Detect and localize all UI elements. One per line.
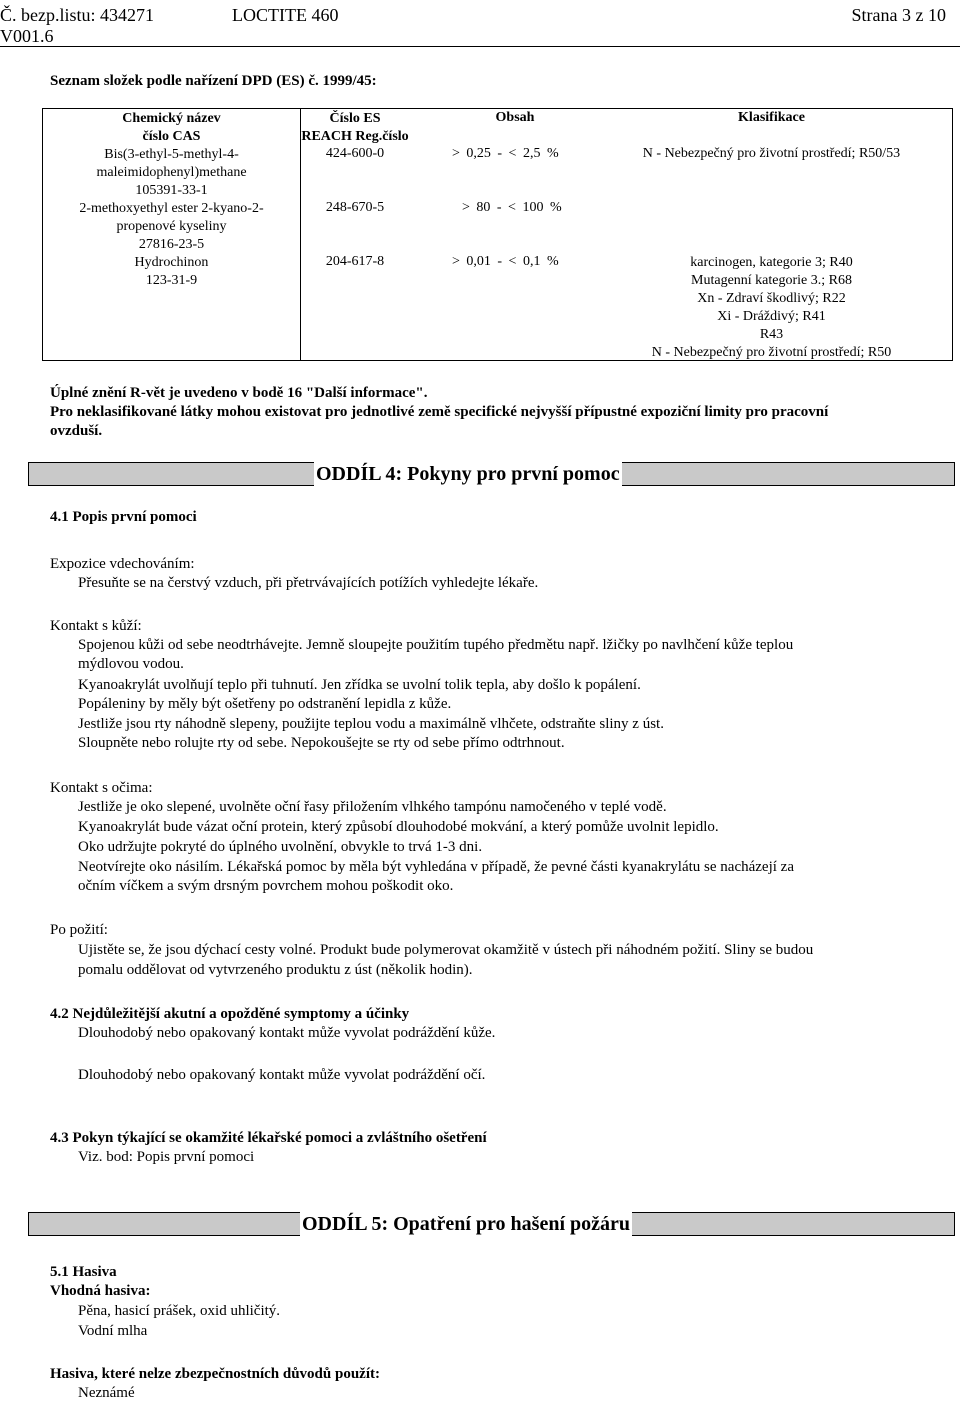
symptom-eyes: Dlouhodobý nebo opakovaný kontakt může vyvolat podráždění očí. (78, 1067, 486, 1083)
ingestion-label: Po požití: (50, 922, 108, 938)
note-limits-line1: Pro neklasifikované látky mohou existovat pro jednotlivé země specifické nejvyšší přípustné expoziční limity pro pracovní (50, 404, 829, 420)
eye-line: Oko udržujte pokryté do úplného uvolnění, obvykle to trvá 1-3 dni. (78, 839, 483, 855)
col-header-es-text: Číslo ES REACH Reg.číslo (301, 111, 409, 144)
skin-line: mýdlovou vodou. (78, 656, 184, 672)
components-title: Seznam složek podle nařízení DPD (ES) č. 1999/45: (50, 73, 377, 89)
row-content: > 0,01 - < 0,1 % (452, 254, 559, 269)
table-row: Bis(3-ethyl-5-methyl-4- maleimidophenyl)methane 105391-33-1 (96, 147, 247, 198)
skin-label: Kontakt s kůží: (50, 618, 142, 634)
eye-line: Jestliže je oko slepené, uvolněte oční řasy přiložením vlhkého tampónu namočeného v teplé vodě. (78, 799, 667, 815)
row-es: 424-600-0 (325, 146, 385, 161)
col-header-content-text: Obsah (495, 110, 535, 125)
col-header-name-text: Chemický název číslo CAS (122, 111, 221, 144)
suitable-media-line: Vodní mlha (78, 1323, 148, 1339)
subsection-4-1: 4.1 Popis první pomoci (50, 509, 197, 525)
subsection-4-2: 4.2 Nejdůležitější akutní a opožděné symptomy a účinky (50, 1006, 410, 1022)
row-class: N - Nebezpečný pro životní prostředí; R50/53 (642, 146, 901, 161)
skin-line: Jestliže jsou rty náhodně slepeny, použijte teplou vodu a maximálně vlhčete, odstraňte sliny z úst. (78, 716, 664, 732)
suitable-media-line: Pěna, hasicí prášek, oxid uhličitý. (78, 1303, 281, 1319)
ingestion-line: pomalu oddělovat od vytvrzeného produktu z úst (několik hodin). (78, 962, 473, 978)
row-content: > 0,25 - < 2,5 % (452, 146, 559, 161)
note-r-phrases: Úplné znění R-vět je uvedeno v bodě 16 "Další informace". (50, 385, 428, 401)
unsuitable-media-line: Neznámé (78, 1385, 135, 1401)
skin-line: Kyanoakrylát uvolňují teplo při tuhnutí. Jen zřídka se uvolní tolik tepla, aby došlo k popálení. (78, 677, 641, 693)
product-name: LOCTITE 460 (232, 5, 339, 25)
eye-label: Kontakt s očima: (50, 780, 153, 796)
row-class: karcinogen, kategorie 3; R40 Mutagenní kategorie 3.; R68 Xn - Zdraví škodlivý; R22 Xi - Dráždivý; R41 R43 N - Nebezpečný pro životní prostředí; R50 (651, 255, 892, 360)
suitable-media-label: Vhodná hasiva: (50, 1283, 151, 1299)
eye-line: Neotvírejte oko násilím. Lékařská pomoc by měla být vyhledána v případě, že pevné části kyanakrylátu se nacházejí za (78, 859, 794, 875)
header-rule (0, 46, 960, 47)
table-row: Hydrochinon 123-31-9 (134, 255, 209, 288)
inhalation-text: Přesuňte se na čerstvý vzduch, při přetrvávajících potížích vyhledejte lékaře. (78, 575, 539, 591)
see-first-aid: Viz. bod: Popis první pomoci (78, 1149, 255, 1165)
skin-line: Spojenou kůži od sebe neodtrhávejte. Jemně sloupejte použitím tupého předmětu např. lžičky po navlhčení kůže teplou (78, 637, 794, 653)
row-content: > 80 - < 100 % (462, 200, 562, 215)
table-row: 2-methoxyethyl ester 2-kyano-2- propenové kyseliny 27816-23-5 (79, 201, 264, 252)
eye-line: očním víčkem a svým drsným povrchem mohou poškodit oko. (78, 878, 454, 894)
subsection-4-3: 4.3 Pokyn týkající se okamžité lékařské pomoci a zvláštního ošetření (50, 1130, 487, 1146)
section-4-title: ODDÍL 4: Pokyny pro první pomoc (316, 463, 620, 485)
eye-line: Kyanoakrylát bude vázat oční protein, který způsobí dlouhodobé mokvání, a který pomůže uvolnit lepidlo. (78, 819, 719, 835)
unsuitable-media-label: Hasiva, které nelze zbezpečnostních důvodů použít: (50, 1366, 380, 1382)
page-number: Strana 3 z 10 (851, 5, 946, 25)
row-es: 204-617-8 (325, 254, 385, 269)
col-header-class-text: Klasifikace (738, 110, 805, 125)
inhalation-label: Expozice vdechováním: (50, 556, 195, 572)
skin-line: Sloupněte nebo rolujte rty od sebe. Nepokoušejte se rty od sebe přímo odtrhnout. (78, 735, 565, 751)
sheet-number: Č. bezp.listu: 434271 (0, 5, 154, 25)
row-es: 248-670-5 (325, 200, 385, 215)
note-limits-line2: ovzduší. (50, 423, 103, 439)
section-5-title: ODDÍL 5: Opatření pro hašení požáru (302, 1213, 630, 1235)
version: V001.6 (0, 26, 54, 46)
ingestion-line: Ujistěte se, že jsou dýchací cesty volné. Produkt bude polymerovat okamžitě v ústech při náhodném požití. Sliny se budou (78, 942, 814, 958)
subsection-5-1: 5.1 Hasiva (50, 1264, 117, 1280)
skin-line: Popáleniny by měly být ošetřeny po odstranění lepidla z kůže. (78, 696, 452, 712)
symptom-skin: Dlouhodobý nebo opakovaný kontakt může vyvolat podráždění kůže. (78, 1025, 496, 1041)
